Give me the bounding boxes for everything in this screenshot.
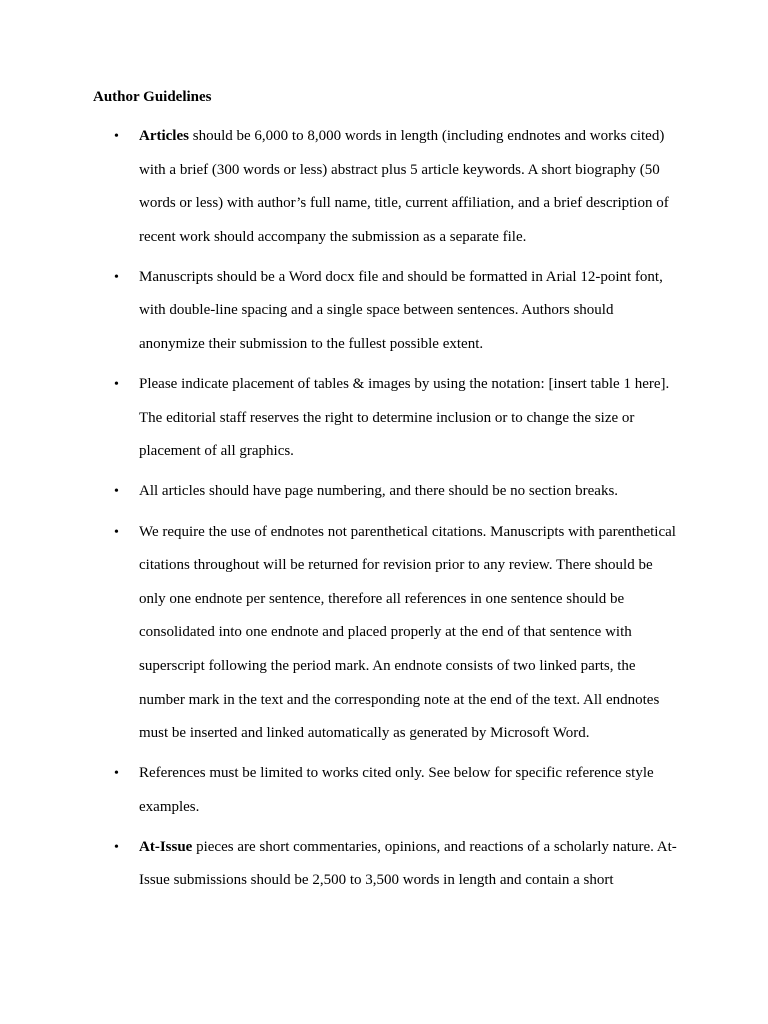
list-item bbox=[0, 831, 768, 898]
list-item bbox=[0, 368, 768, 469]
bullet-icon: • bbox=[114, 377, 119, 393]
page-title: Author Guidelines bbox=[93, 89, 212, 105]
bullet-icon: • bbox=[114, 269, 119, 285]
item-lead: At-Issue bbox=[139, 838, 193, 855]
list-item bbox=[0, 475, 768, 509]
item-text: Manuscripts should be a Word docx file and should be formatted in Arial 12-point font, with double-line spacing and a single space between sentences. Authors should anonymize their submission to the fullest possible extent. bbox=[139, 268, 663, 353]
bullet-icon: • bbox=[114, 484, 119, 500]
item-text: pieces are short commentaries, opinions, and reactions of a scholarly nature. At-Issue submissions should be 2,500 to 3,500 words in length and contain a short bbox=[139, 838, 677, 889]
item-text: Please indicate placement of tables & images by using the notation: [insert table 1 here]. The editorial staff reserves the right to determine inclusion or to change the size or placement of all graphics. bbox=[139, 376, 670, 460]
bullet-icon: • bbox=[114, 129, 119, 144]
bullet-icon: • bbox=[114, 766, 119, 782]
item-lead: Articles bbox=[139, 128, 189, 144]
item-text: We require the use of endnotes not parenthetical citations. Manuscripts with parenthetical citations throughout will be returned for revision prior to any review. There should be only one endnote per sentence, therefore all references in one sentence should be consolidated into one endnote and placed properly at the end of that sentence with superscript following the period mark. An endnote consists of two linked parts, the number mark in the text and the corresponding note at the end of the text. All endnotes must be inserted and linked automatically as generated by Microsoft Word. bbox=[139, 523, 676, 742]
list-item bbox=[0, 120, 768, 254]
bullet-icon: • bbox=[114, 524, 119, 540]
list-item bbox=[0, 261, 768, 362]
item-text: All articles should have page numbering, and there should be no section breaks. bbox=[139, 483, 619, 500]
item-text: References must be limited to works cited only. See below for specific reference style examples. bbox=[139, 765, 654, 815]
bullet-icon: • bbox=[114, 839, 119, 855]
item-text: should be 6,000 to 8,000 words in length (including endnotes and works cited) with a brief (300 words or less) abstract plus 5 article keywords. A short biography (50 words or less) with author’s full name, title, current affiliation, and a brief description of recent work should accompany the submission as a separate file. bbox=[139, 128, 669, 245]
list-item bbox=[0, 757, 768, 824]
guidelines-list bbox=[0, 120, 768, 905]
list-item bbox=[0, 516, 768, 751]
